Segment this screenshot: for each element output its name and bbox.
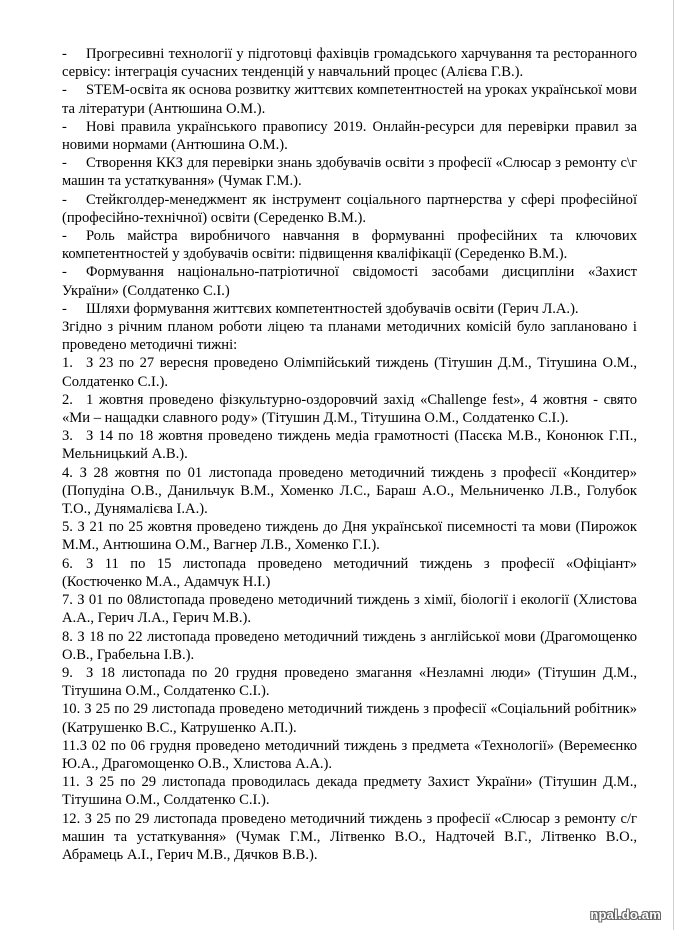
paragraph-8: - Шляхи формування життєвих компетентностей здобувачів освіти (Герич Л.А.). bbox=[62, 300, 579, 317]
watermark: npal.do.am bbox=[590, 907, 661, 922]
list-item-11b: 11. З 25 по 29 листопада проводилась декада предмету Захист України» (Тітушин Д.М., Тітушина О.М., Солдатенко С.І.). bbox=[62, 774, 637, 809]
list-item-1: 1. З 23 по 27 вересня проведено Олімпійський тиждень (Тітушин Д.М., Тітушина О.М., Солдатенко С.І.). bbox=[62, 355, 637, 390]
paragraph-2: - STEM-освіта як основа розвитку життєвих компетентностей на уроках української мови та літератури (Антюшина О.М.). bbox=[62, 82, 637, 117]
paragraph-3: - Нові правила українського правопису 2019. Онлайн-ресурси для перевірки правил за новими нормами (Антюшина О.М.). bbox=[62, 118, 637, 154]
list-item-8: 8. З 18 по 22 листопада проведено методичний тиждень з англійської мови (Драгомощенко О.В., Грабельна І.В.). bbox=[62, 628, 637, 663]
paragraph-4: - Створення ККЗ для перевірки знань здобувачів освіти з професії «Слюсар з ремонту с\г машин та устаткування» (Чумак Г.М.). bbox=[62, 155, 637, 190]
paragraph-6: - Роль майстра виробничого навчання в формуванні професійних та ключових компетентностей у здобувачів освіти: підвищення кваліфікації (Середенко В.М.). bbox=[62, 228, 637, 263]
document-body bbox=[62, 45, 637, 864]
list-item-11a: 11.З 02 по 06 грудня проведено методичний тиждень з предмета «Технології» (Веремеєнко Ю.А., Драгомощенко О.В., Хлистова А.А.). bbox=[62, 737, 637, 772]
paragraph-5: - Стейкголдер-менеджмент як інструмент соціального партнерства у сфері професійної (професійно-технічної) освіти (Середенко В.М.). bbox=[62, 191, 637, 226]
paragraph-7: - Формування національно-патріотичної свідомості засобами дисципліни «Захист України» (Солдатенко С.І.) bbox=[62, 264, 637, 299]
list-item-10: 10. З 25 по 29 листопада проведено методичний тиждень з професії «Соціальний робітник» (Катрушенко В.С., Катрушенко А.П.). bbox=[62, 701, 637, 736]
list-item-2: 2. 1 жовтня проведено фізкультурно-оздоровчий захід «Challenge fest», 4 жовтня - свято «Ми – нащадки славного роду» (Тітушин Д.М., Тітушина О.М., Солдатенко С.І.). bbox=[62, 391, 637, 427]
list-item-7: 7. З 01 по 08листопада проведено методичний тиждень з хімії, біології і екології (Хлистова А.А., Герич Л.А., Герич М.В.). bbox=[62, 592, 637, 627]
list-item-6: 6. З 11 по 15 листопада проведено методичний тиждень з професії «Офіціант» (Костюченко М.А., Адамчук Н.І.) bbox=[62, 555, 637, 590]
list-item-9: 9. З 18 листопада по 20 грудня проведено змагання «Незламні люди» (Тітушин Д.М., Тітушина О.М., Солдатенко С.І.). bbox=[62, 664, 637, 700]
list-item-12: 12. З 25 по 29 листопада проведено методичний тиждень з професії «Слюсар з ремонту с/г машин та устаткування» (Чумак Г.М., Літвенко В.О., Надточей В.Г., Літвенко В.О., Абрамець А.І., Герич М.В., Дячков В.В.). bbox=[62, 810, 637, 863]
list-item-3: 3. З 14 по 18 жовтня проведено тиждень медіа грамотності (Пасєка М.В., Кононюк Г.П., Мельницький А.В.). bbox=[62, 428, 637, 463]
list-item-5: 5. З 21 по 25 жовтня проведено тиждень до Дня української писемності та мови (Пирожок М.М., Антюшина О.М., Вагнер Л.В., Хоменко Г.І.). bbox=[62, 519, 637, 554]
paragraph-1: - Прогресивні технології у підготовці фахівців громадського харчування та ресторанного сервісу: інтеграція сучасних тенденцій у навчальний процес (Алієва Г.В.). bbox=[62, 46, 637, 81]
list-item-4: 4. З 28 жовтня по 01 листопада проведено методичний тиждень з професії «Кондитер» (Попудіна О.В., Данильчук В.М., Хоменко Л.С., Бараш А.О., Мельниченко Л.В., Голубок Т.О., Дунямалієва І.А.). bbox=[62, 464, 637, 518]
paragraph-intro: Згідно з річним планом роботи ліцею та планами методичних комісій було заплановано і проведено методичні тижні: bbox=[62, 319, 637, 354]
